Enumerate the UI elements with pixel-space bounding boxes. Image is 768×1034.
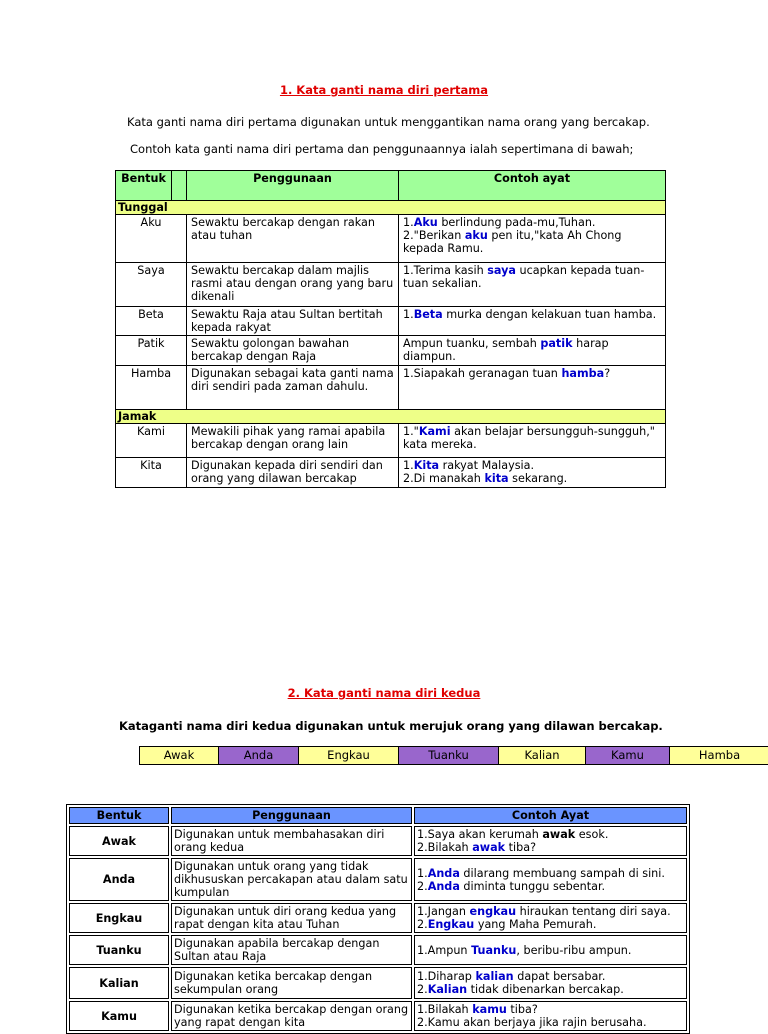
pronoun-keyword: kamu	[472, 1003, 507, 1016]
example-text: 1.Siapakah geranagan tuan	[403, 367, 562, 380]
example-text: berlindung pada-mu,Tuhan.	[437, 216, 596, 229]
header-contoh-2: Contoh Ayat	[414, 807, 687, 824]
table-row	[69, 935, 687, 965]
example-text: yang Maha Pemurah.	[474, 918, 597, 931]
table-row	[116, 458, 666, 488]
bentuk-cell: Kalian	[69, 967, 169, 999]
example-text: 1.Ampun	[417, 943, 472, 957]
example-line	[417, 905, 684, 918]
penggunaan-cell: Sewaktu Raja atau Sultan bertitah kepada rakyat	[187, 307, 399, 336]
penggunaan-cell: Digunakan ketika bercakap dengan sekumpulan orang	[171, 967, 412, 999]
penggunaan-cell: Sewaktu bercakap dengan rakan atau tuhan	[187, 215, 399, 263]
header-bentuk: Bentuk	[116, 171, 172, 201]
pronoun-keyword: aku	[464, 229, 488, 242]
example-line	[417, 867, 684, 880]
example-line	[417, 841, 684, 854]
header-bentuk-2: Bentuk	[69, 807, 169, 824]
table-row	[116, 307, 666, 336]
pronoun-keyword: Anda	[427, 879, 460, 893]
pronoun-keyword: Kalian	[427, 983, 468, 996]
example-text: tiba?	[506, 1003, 538, 1016]
example-line	[403, 459, 661, 472]
header-penggunaan: Penggunaan	[187, 171, 399, 201]
example-line	[403, 337, 661, 363]
example-line	[417, 983, 684, 996]
example-cell	[399, 336, 666, 366]
pronoun-keyword: patik	[540, 337, 573, 350]
section2-heading: 2. Kata ganti nama diri kedua	[287, 686, 481, 700]
pronoun-chip: Engkau	[299, 747, 399, 764]
example-text: dapat bersabar.	[513, 970, 606, 983]
second-person-table	[66, 804, 690, 1034]
example-text: tiba?	[505, 841, 537, 854]
penggunaan-cell: Digunakan apabila bercakap dengan Sultan atau Raja	[171, 935, 412, 965]
table-row	[69, 858, 687, 901]
pronoun-keyword: Beta	[413, 308, 443, 321]
table-row	[116, 424, 666, 458]
example-line	[403, 216, 661, 229]
example-text: 2.	[417, 983, 428, 996]
penggunaan-cell: Digunakan untuk orang yang tidak dikhususkan percakapan atau dalam satu kumpulan	[171, 858, 412, 901]
example-line	[403, 308, 661, 321]
example-cell	[414, 826, 687, 856]
pronoun-keyword: Kami	[418, 425, 451, 438]
bentuk-cell: Tuanku	[69, 935, 169, 965]
pronoun-keyword: engkau	[469, 905, 517, 918]
section1-heading: 1. Kata ganti nama diri pertama	[279, 83, 489, 97]
pronoun-keyword: kalian	[475, 970, 514, 983]
first-person-table	[115, 170, 666, 488]
example-line	[417, 970, 684, 983]
example-text: 1.	[403, 216, 414, 229]
example-line	[403, 472, 661, 485]
pronoun-chip: Awak	[140, 747, 219, 764]
table-row	[69, 967, 687, 999]
example-text: 1.Saya akan kerumah	[417, 828, 543, 841]
bentuk-cell: Hamba	[116, 366, 187, 410]
table-row	[116, 366, 666, 410]
example-text: hiraukan tentang diri saya.	[516, 905, 671, 918]
pronoun-keyword: awak	[542, 828, 576, 841]
pronoun-chip: Hamba	[670, 747, 768, 764]
pronoun-chip: Kalian	[499, 747, 586, 764]
example-line	[417, 944, 684, 957]
section2-intro: Kataganti nama diri kedua digunakan untuk merujuk orang yang dilawan bercakap.	[119, 719, 663, 733]
bentuk-cell: Patik	[116, 336, 187, 366]
example-cell	[399, 263, 666, 307]
example-text: ?	[604, 367, 611, 380]
penggunaan-cell: Digunakan sebagai kata ganti nama diri sendiri pada zaman dahulu.	[187, 366, 399, 410]
pronoun-keyword: saya	[487, 264, 516, 277]
example-text: esok.	[575, 828, 609, 841]
example-text: 2."Berikan	[403, 229, 465, 242]
example-cell	[414, 935, 687, 965]
table-row	[69, 903, 687, 933]
example-text: ucapkan kepada tuan-tuan sekalian.	[403, 264, 645, 290]
bentuk-cell: Aku	[116, 215, 187, 263]
example-text: tidak dibenarkan bercakap.	[467, 983, 624, 996]
pronoun-keyword: hamba	[561, 367, 605, 380]
pronoun-keyword: kita	[484, 472, 509, 485]
example-cell	[414, 967, 687, 999]
pronoun-keyword: Tuanku	[471, 943, 517, 957]
bentuk-cell: Awak	[69, 826, 169, 856]
bentuk-cell: Kamu	[69, 1001, 169, 1031]
example-text: 1.Bilakah	[417, 1003, 473, 1016]
penggunaan-cell: Sewaktu bercakap dalam majlis rasmi atau dengan orang yang baru dikenali	[187, 263, 399, 307]
group-jamak-label: Jamak	[116, 410, 666, 424]
bentuk-cell: Engkau	[69, 903, 169, 933]
pronoun-chip: Tuanku	[399, 747, 499, 764]
pronoun-keyword: Kita	[413, 459, 440, 472]
penggunaan-cell: Digunakan ketika bercakap dengan orang yang rapat dengan kita	[171, 1001, 412, 1031]
example-text: harap diampun.	[403, 337, 609, 363]
section1-intro: Kata ganti nama diri pertama digunakan untuk menggantikan nama orang yang bercakap.	[127, 115, 650, 129]
group-jamak	[116, 410, 666, 424]
penggunaan-cell: Digunakan untuk membahasakan diri orang kedua	[171, 826, 412, 856]
example-text: Ampun tuanku, sembah	[403, 337, 541, 350]
example-text: 1.Jangan	[417, 905, 470, 918]
pronoun-chip: Kamu	[586, 747, 670, 764]
example-cell	[399, 215, 666, 263]
penggunaan-cell: Digunakan kepada diri sendiri dan orang yang dilawan bercakap	[187, 458, 399, 488]
penggunaan-cell: Digunakan untuk diri orang kedua yang rapat dengan kita atau Tuhan	[171, 903, 412, 933]
example-line	[403, 229, 661, 255]
example-cell	[414, 858, 687, 901]
pronoun-keyword: Engkau	[427, 918, 475, 931]
example-text: 2.Bilakah	[417, 841, 473, 854]
example-text: murka dengan kelakuan tuan hamba.	[442, 308, 657, 321]
example-line	[403, 425, 661, 451]
example-line	[417, 918, 684, 931]
example-cell	[399, 366, 666, 410]
example-text: 1.Terima kasih	[403, 264, 488, 277]
example-cell	[414, 903, 687, 933]
example-text: sekarang.	[508, 472, 568, 485]
example-cell	[414, 1001, 687, 1031]
bentuk-cell: Kita	[116, 458, 187, 488]
example-line	[417, 1003, 684, 1016]
example-text: 2.	[417, 918, 428, 931]
section1-example-intro: Contoh kata ganti nama diri pertama dan penggunaannya ialah sepertimana di bawah;	[130, 142, 634, 156]
bentuk-cell: Saya	[116, 263, 187, 307]
group-tunggal	[116, 201, 666, 215]
example-text: 1."	[403, 425, 419, 438]
pronoun-chip: Anda	[219, 747, 299, 764]
example-text: 2.Di manakah	[403, 472, 485, 485]
example-text: rakyat Malaysia.	[439, 459, 535, 472]
bentuk-cell: Kami	[116, 424, 187, 458]
example-text: 1.	[417, 866, 428, 880]
table-row	[116, 263, 666, 307]
example-text: 1.	[403, 459, 414, 472]
example-text: 1.Diharap	[417, 970, 476, 983]
table-row	[116, 336, 666, 366]
table-row	[69, 826, 687, 856]
example-line	[417, 828, 684, 841]
pronoun-strip	[139, 746, 768, 765]
header-spacer	[172, 171, 187, 201]
example-text: dilarang membuang sampah di sini.	[459, 866, 665, 880]
bentuk-cell: Anda	[69, 858, 169, 901]
penggunaan-cell: Mewakili pihak yang ramai apabila bercakap dengan orang lain	[187, 424, 399, 458]
table-row	[69, 1001, 687, 1031]
example-cell	[399, 424, 666, 458]
example-text: diminta tunggu sebentar.	[459, 879, 606, 893]
pronoun-keyword: awak	[472, 841, 506, 854]
example-text: 2.Kamu akan berjaya jika rajin berusaha.	[417, 1016, 647, 1029]
bentuk-cell: Beta	[116, 307, 187, 336]
table-row	[116, 215, 666, 263]
example-text: 2.	[417, 879, 428, 893]
group-tunggal-label: Tunggal	[116, 201, 666, 215]
example-line	[403, 367, 661, 380]
header-contoh: Contoh ayat	[399, 171, 666, 201]
example-line	[417, 1016, 684, 1029]
example-line	[403, 264, 661, 290]
pronoun-keyword: Anda	[427, 866, 460, 880]
example-text: akan belajar bersungguh-sungguh," kata mereka.	[403, 425, 655, 451]
example-cell	[399, 307, 666, 336]
header-penggunaan-2: Penggunaan	[171, 807, 412, 824]
pronoun-keyword: Aku	[413, 216, 438, 229]
example-cell	[399, 458, 666, 488]
example-text: pen itu,"kata Ah Chong kepada Ramu.	[403, 229, 622, 255]
example-text: 1.	[403, 308, 414, 321]
example-text: , beribu-ribu ampun.	[516, 943, 632, 957]
penggunaan-cell: Sewaktu golongan bawahan bercakap dengan Raja	[187, 336, 399, 366]
example-line	[417, 880, 684, 893]
